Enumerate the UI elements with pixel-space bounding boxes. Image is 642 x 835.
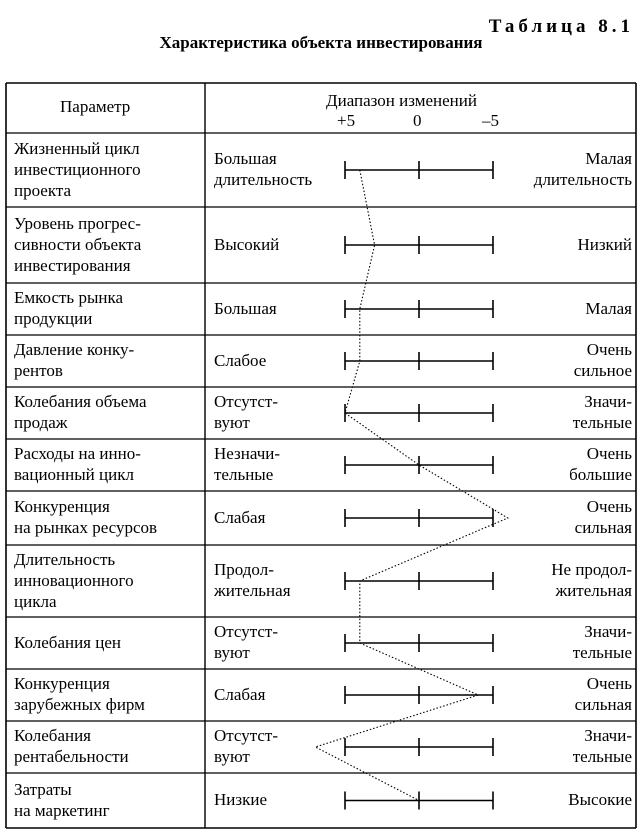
right-extreme-cell: Не продол- жительная: [551, 560, 632, 600]
param-cell: Конкуренция на рынках ресурсов: [14, 497, 158, 537]
left-extreme-cell: Отсутст- вуют: [214, 726, 279, 766]
param-cell: Жизненный цикл инвестиционного проекта: [14, 138, 141, 200]
param-cell: Уровень прогрес- сивности объекта инвестирования: [14, 213, 142, 275]
left-extreme-cell: Слабое: [214, 350, 267, 370]
left-extreme-cell: Большая длительность: [214, 149, 313, 189]
right-extreme-cell: Очень сильная: [574, 674, 632, 714]
left-extreme-cell: Большая: [214, 298, 277, 318]
right-extreme-cell: Очень сильное: [573, 340, 632, 380]
param-cell: Затраты на маркетинг: [14, 779, 110, 820]
right-extreme-cell: Очень большие: [569, 444, 632, 484]
param-cell: Длительность инновационного цикла: [14, 549, 134, 611]
left-extreme-cell: Незначи- тельные: [214, 444, 281, 484]
scale-minus5: –5: [482, 111, 499, 130]
param-cell: Емкость рынка продукции: [14, 288, 124, 328]
param-cell: Давление конку- рентов: [14, 340, 135, 380]
param-cell: Расходы на инно- вационный цикл: [14, 444, 141, 484]
profile-line: [315, 170, 507, 801]
left-extreme-cell: Высокий: [214, 234, 280, 254]
left-extreme-cell: Слабая: [214, 684, 266, 704]
left-extreme-cell: Отсутст- вуют: [214, 622, 279, 662]
param-cell: Колебания рентабельности: [14, 726, 129, 766]
table-number: Таблица 8.1: [488, 16, 634, 37]
right-extreme-cell: Низкий: [577, 234, 632, 254]
right-extreme-cell: Значи- тельные: [572, 392, 632, 432]
right-extreme-cell: Малая: [585, 298, 632, 318]
left-extreme-cell: Отсутст- вуют: [214, 392, 279, 432]
scale-zero: 0: [413, 111, 422, 130]
param-cell: Конкуренция зарубежных фирм: [14, 674, 145, 714]
param-cell: Колебания объема продаж: [14, 392, 147, 432]
left-extreme-cell: Продол- жительная: [214, 560, 291, 600]
left-extreme-cell: Слабая: [214, 507, 266, 527]
right-extreme-cell: Значи- тельные: [572, 726, 632, 766]
header-range: Диапазон изменений: [326, 91, 477, 110]
scale-plus5: +5: [337, 111, 356, 130]
right-extreme-cell: Значи- тельные: [572, 622, 632, 662]
left-extreme-cell: Низкие: [214, 790, 267, 809]
table-caption: Характеристика объекта инвестирования: [159, 33, 483, 52]
right-extreme-cell: Высокие: [568, 790, 632, 809]
right-extreme-cell: Очень сильная: [574, 497, 632, 537]
right-extreme-cell: Малая длительность: [533, 149, 632, 189]
header-param: Параметр: [60, 97, 131, 116]
param-cell: Колебания цен: [14, 632, 121, 652]
